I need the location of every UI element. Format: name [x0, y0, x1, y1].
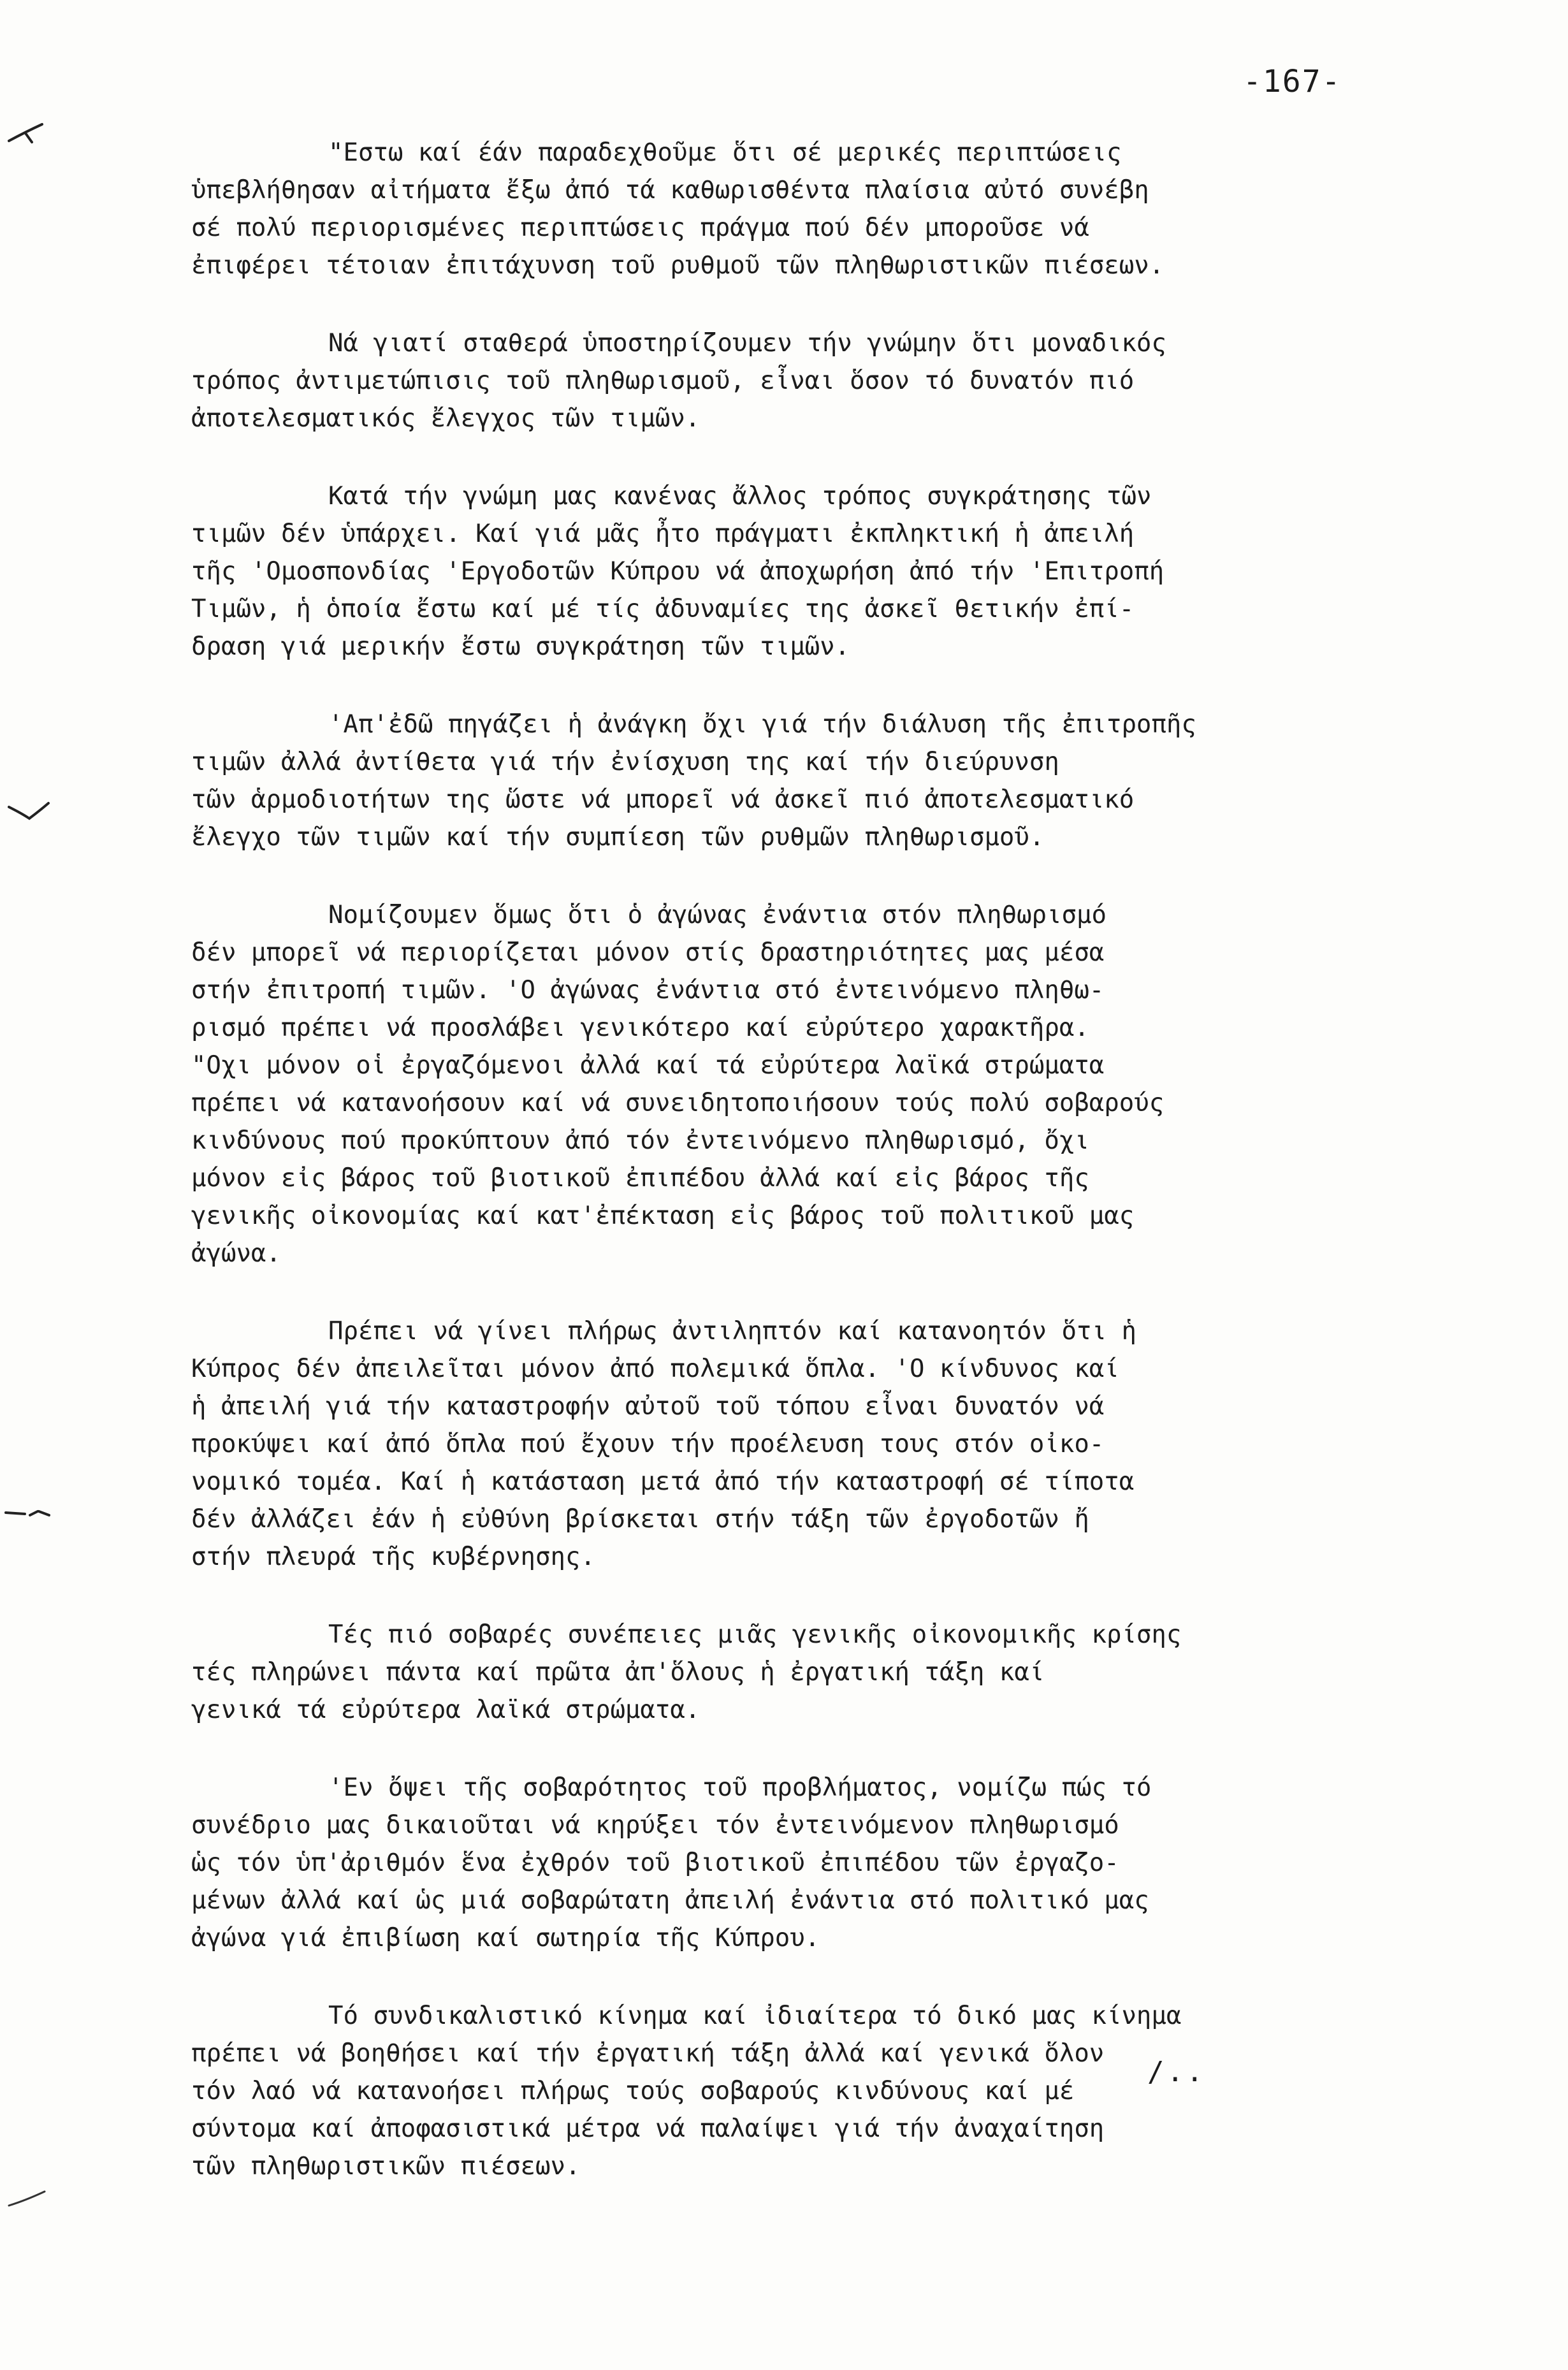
text-line: ἐπιφέρει τέτοιαν ἐπιτάχυνση τοῦ ρυθμοῦ τῶν πληθωριστικῶν πιέσεων.	[191, 251, 1165, 280]
paragraph-5	[191, 896, 1441, 1272]
continuation-mark: /..	[1147, 2056, 1206, 2088]
text-line: τιμῶν ἀλλά ἀντίθετα γιά τήν ἐνίσχυση της καί τήν διεύρυνση	[191, 748, 1059, 776]
text-line: σύντομα καί ἀποφασιστικά μέτρα νά παλαίψει γιά τήν ἀναχαίτηση	[191, 2114, 1105, 2143]
text-line: ὡς τόν ὑπ'ἀριθμόν ἕνα ἐχθρόν τοῦ βιοτικοῦ ἐπιπέδου τῶν ἐργαζο-	[191, 1849, 1119, 1877]
text-line: Τές πιό σοβαρές συνέπειες μιᾶς γενικῆς οἰκονομικῆς κρίσης	[328, 1620, 1182, 1649]
text-line: στήν ἐπιτροπή τιμῶν. 'Ο ἀγώνας ἐνάντια στό ἐντεινόμενο πληθω-	[191, 976, 1105, 1005]
paragraph-8	[191, 1769, 1441, 1957]
paragraph-1	[191, 134, 1441, 284]
text-line: προκύψει καί ἀπό ὅπλα πού ἔχουν τήν προέλευση τους στόν οἰκο-	[191, 1430, 1105, 1458]
text-line: συνέδριο μας δικαιοῦται νά κηρύξει τόν ἐντεινόμενον πληθωρισμό	[191, 1811, 1119, 1840]
letter-body	[191, 134, 1441, 2225]
text-line: ἀποτελεσματικός ἔλεγχος τῶν τιμῶν.	[191, 404, 701, 433]
text-line: 'Απ'ἐδῶ πηγάζει ἡ ἀνάγκη ὄχι γιά τήν διάλυση τῆς ἐπιτροπῆς	[328, 710, 1196, 739]
paragraph-2	[191, 324, 1441, 437]
paragraph-3	[191, 477, 1441, 665]
text-line: τῶν πληθωριστικῶν πιέσεων.	[191, 2152, 581, 2181]
margin-tick-mark-1	[6, 118, 57, 150]
text-line: τόν λαό νά κατανοήσει πλήρως τούς σοβαρούς κινδύνους καί μέ	[191, 2077, 1075, 2105]
text-line: Νομίζουμεν ὅμως ὅτι ὁ ἀγώνας ἐνάντια στόν πληθωρισμό	[328, 901, 1107, 929]
text-line: ἔλεγχο τῶν τιμῶν καί τήν συμπίεση τῶν ρυθμῶν πληθωρισμοῦ.	[191, 823, 1045, 852]
text-line: στήν πλευρά τῆς κυβέρνησης.	[191, 1543, 595, 1571]
text-line: πρέπει νά βοηθήσει καί τήν ἐργατική τάξη ἀλλά καί γενικά ὅλον	[191, 2039, 1105, 2068]
text-line: μένων ἀλλά καί ὡς μιά σοβαρώτατη ἀπειλή ἐνάντια στό πολιτικό μας	[191, 1886, 1149, 1915]
text-line: Κύπρος δέν ἀπειλεῖται μόνον ἀπό πολεμικά ὅπλα. 'Ο κίνδυνος καί	[191, 1355, 1119, 1383]
margin-dash-mark	[3, 1501, 54, 1527]
paragraph-4	[191, 706, 1441, 856]
text-line: "Εστω καί έάν παραδεχθοῦμε ὅτι σέ μερικές περιπτώσεις	[328, 138, 1122, 167]
text-line: Πρέπει νά γίνει πλήρως ἀντιληπτόν καί κατανοητόν ὅτι ἡ	[328, 1317, 1136, 1346]
page-number: -167-	[1243, 64, 1342, 99]
text-line: Τό συνδικαλιστικό κίνημα καί ἰδιαίτερα τό δικό μας κίνημα	[328, 2002, 1182, 2030]
margin-tick-mark-2	[6, 797, 57, 829]
text-line: δέν ἀλλάζει ἐάν ἡ εὐθύνη βρίσκεται στήν τάξη τῶν ἐργοδοτῶν ἤ	[191, 1505, 1089, 1534]
text-line: "Οχι μόνον οἱ ἐργαζόμενοι ἀλλά καί τά εὐρύτερα λαϊκά στρώματα	[191, 1051, 1105, 1080]
text-line: τρόπος ἀντιμετώπισις τοῦ πληθωρισμοῦ, εἶναι ὅσον τό δυνατόν πιό	[191, 367, 1135, 395]
text-line: τῆς 'Ομοσπονδίας 'Εργοδοτῶν Κύπρου νά ἀποχωρήση ἀπό τήν 'Επιτροπή	[191, 557, 1165, 586]
margin-tick-mark-3	[6, 2186, 57, 2212]
text-line: τῶν ἁρμοδιοτήτων της ὥστε νά μπορεῖ νά ἀσκεῖ πιό ἀποτελεσματικό	[191, 785, 1135, 814]
text-line: δραση γιά μερικήν ἔστω συγκράτηση τῶν τιμῶν.	[191, 632, 850, 661]
text-line: Τιμῶν, ἡ ὁποία ἔστω καί μέ τίς ἀδυναμίες της ἀσκεῖ θετικήν ἐπί-	[191, 595, 1135, 623]
text-line: ἀγώνα γιά ἐπιβίωση καί σωτηρία τῆς Κύπρου.	[191, 1924, 820, 1952]
paragraph-9	[191, 1997, 1441, 2185]
text-line: Κατά τήν γνώμη μας κανένας ἄλλος τρόπος συγκράτησης τῶν	[328, 482, 1152, 511]
paragraph-7	[191, 1616, 1441, 1729]
text-line: γενικά τά εὐρύτερα λαϊκά στρώματα.	[191, 1696, 701, 1724]
text-line: ἡ ἀπειλή γιά τήν καταστροφήν αὐτοῦ τοῦ τόπου εἶναι δυνατόν νά	[191, 1392, 1105, 1421]
paragraph-6	[191, 1312, 1441, 1576]
text-line: ρισμό πρέπει νά προσλάβει γενικότερο καί εὐρύτερο χαρακτῆρα.	[191, 1014, 1089, 1042]
text-line: Νά γιατί σταθερά ὑποστηρίζουμεν τήν γνώμην ὅτι μοναδικός	[328, 329, 1166, 358]
text-line: μόνον εἰς βάρος τοῦ βιοτικοῦ ἐπιπέδου ἀλλά καί εἰς βάρος τῆς	[191, 1164, 1089, 1193]
text-line: νομικό τομέα. Καί ἡ κατάσταση μετά ἀπό τήν καταστροφή σέ τίποτα	[191, 1467, 1135, 1496]
text-line: κινδύνους πού προκύπτουν ἀπό τόν ἐντεινόμενο πληθωρισμό, ὄχι	[191, 1126, 1089, 1155]
text-line: ὑπεβλήθησαν αἰτήματα ἔξω ἀπό τά καθωρισθέντα πλαίσια αὐτό συνέβη	[191, 176, 1149, 205]
text-line: γενικῆς οἰκονομίας καί κατ'ἐπέκταση εἰς βάρος τοῦ πολιτικοῦ μας	[191, 1202, 1135, 1230]
text-line: τές πληρώνει πάντα καί πρῶτα ἀπ'ὅλους ἡ ἐργατική τάξη καί	[191, 1658, 1045, 1687]
text-line: τιμῶν δέν ὑπάρχει. Καί γιά μᾶς ἦτο πράγματι ἐκπληκτική ἡ ἀπειλή	[191, 520, 1135, 548]
text-line: πρέπει νά κατανοήσουν καί νά συνειδητοποιήσουν τούς πολύ σοβαρούς	[191, 1089, 1165, 1117]
text-line: 'Εν ὄψει τῆς σοβαρότητος τοῦ προβλήματος, νομίζω πώς τό	[328, 1773, 1152, 1802]
text-line: ἀγώνα.	[191, 1239, 281, 1268]
text-line: δέν μπορεῖ νά περιορίζεται μόνον στίς δραστηριότητες μας μέσα	[191, 938, 1105, 967]
text-line: σέ πολύ περιορισμένες περιπτώσεις πράγμα πού δέν μποροῦσε νά	[191, 214, 1089, 242]
